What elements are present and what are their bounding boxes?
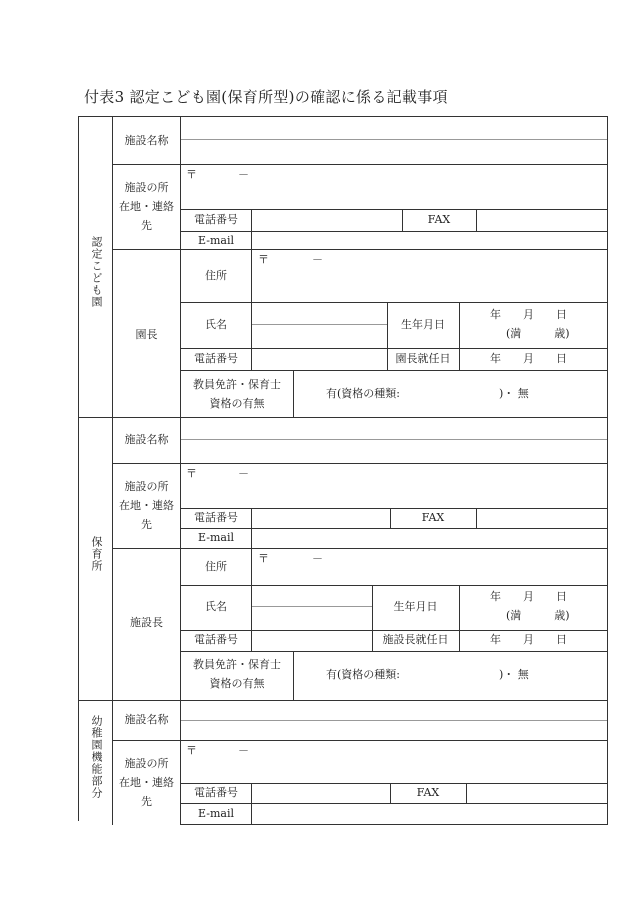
start-date-label: 園長就任日 — [395, 352, 451, 365]
birthdate-label: 生年月日 — [401, 318, 445, 331]
postal-mark: 〒 — [186, 168, 197, 181]
tel-label: 電話番号 — [194, 352, 238, 365]
postal-mark: 〒 — [186, 744, 197, 757]
tel-label: 電話番号 — [194, 633, 238, 646]
facility-addr-label-2: 在地・連絡 — [119, 200, 174, 213]
postal-mark: 〒 — [258, 552, 269, 565]
postal-dash: － — [312, 552, 323, 565]
facility-addr-label-3: 先 — [141, 518, 152, 531]
license-label-1: 教員免許・保育士 — [193, 378, 281, 391]
license-label-2: 資格の有無 — [209, 397, 265, 410]
facility-addr-label-1: 施設の所 — [124, 480, 169, 493]
head-role-label: 施設長 — [130, 616, 163, 629]
fax-label: FAX — [421, 511, 445, 524]
facility-addr-label-2: 在地・連絡 — [119, 776, 174, 789]
age-label: (満 歳) — [506, 327, 570, 340]
postal-mark: 〒 — [186, 467, 197, 480]
facility-addr-label-1: 施設の所 — [124, 757, 169, 770]
age-label: (満 歳) — [506, 609, 570, 622]
section-header-hoikusho: 保育所 — [90, 536, 103, 572]
postal-dash: － — [312, 253, 323, 266]
facility-name-label: 施設名称 — [124, 713, 169, 726]
postal-dash: － — [238, 168, 249, 181]
facility-name-label: 施設名称 — [124, 433, 169, 446]
license-value: 有(資格の種類: )・ 無 — [326, 668, 529, 681]
tel-label: 電話番号 — [194, 511, 238, 524]
facility-addr-label-1: 施設の所 — [124, 181, 169, 194]
facility-addr-label-2: 在地・連絡 — [119, 499, 174, 512]
license-label-2: 資格の有無 — [209, 677, 265, 690]
section-header-kodomoen: 認定こども園 — [90, 236, 103, 308]
birth-ymd: 年 月 日 — [490, 308, 567, 321]
head-role-label: 園長 — [135, 328, 158, 341]
birthdate-label: 生年月日 — [393, 600, 438, 613]
address-label: 住所 — [205, 269, 227, 282]
facility-name-label: 施設名称 — [124, 134, 169, 147]
page-title: 付表3 認定こども園(保育所型)の確認に係る記載事項 — [84, 88, 448, 106]
facility-addr-label-3: 先 — [141, 219, 152, 232]
name-label: 氏名 — [205, 600, 227, 613]
start-ymd: 年 月 日 — [490, 352, 567, 365]
postal-dash: － — [238, 744, 249, 757]
email-label: E-mail — [198, 531, 234, 544]
name-label: 氏名 — [205, 318, 227, 331]
email-label: E-mail — [198, 234, 234, 247]
tel-label: 電話番号 — [194, 213, 238, 226]
start-ymd: 年 月 日 — [490, 633, 567, 646]
section-header-youchien: 幼稚園機能部分 — [90, 715, 103, 799]
fax-label: FAX — [427, 213, 451, 226]
license-value: 有(資格の種類: )・ 無 — [326, 387, 529, 400]
license-label-1: 教員免許・保育士 — [193, 658, 281, 671]
email-label: E-mail — [198, 807, 234, 820]
postal-dash: － — [238, 467, 249, 480]
tel-label: 電話番号 — [194, 786, 238, 799]
birth-ymd: 年 月 日 — [490, 590, 567, 603]
address-label: 住所 — [205, 560, 227, 573]
start-date-label: 施設長就任日 — [382, 633, 449, 646]
postal-mark: 〒 — [258, 253, 269, 266]
fax-label: FAX — [416, 786, 440, 799]
facility-addr-label-3: 先 — [141, 795, 152, 808]
